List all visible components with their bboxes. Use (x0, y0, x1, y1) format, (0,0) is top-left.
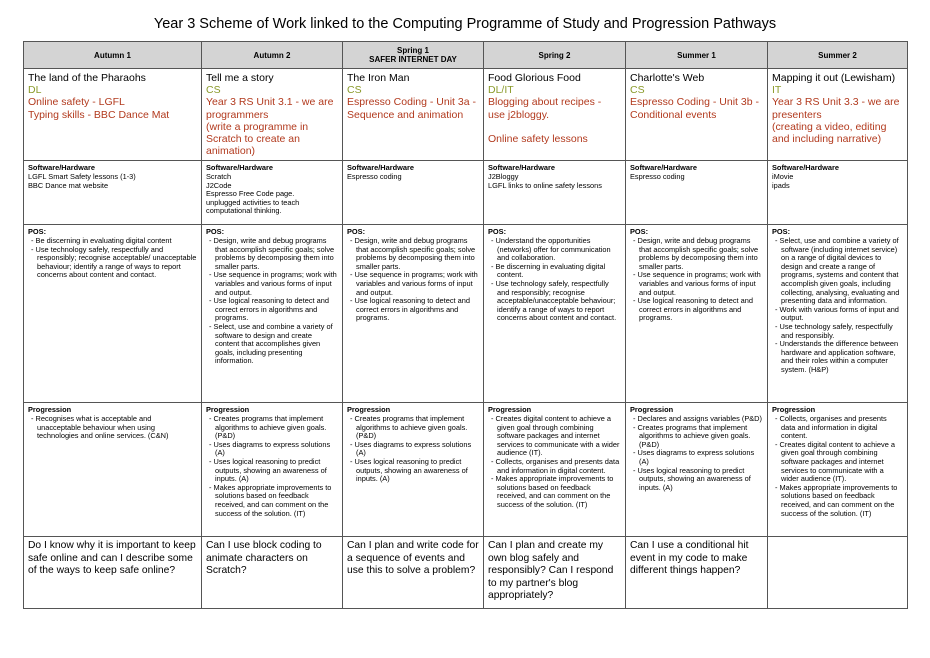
software-item: J2Code (206, 180, 232, 190)
list-item: - Creates programs that implement algorithms to achieve given goals. (P&D) (633, 422, 751, 449)
list-item: - Use sequence in programs; work with variables and various forms of input and output. (209, 270, 337, 297)
unit-cell (343, 69, 484, 161)
list-item: - Design, write and debug programs that accomplish specific goals; solve problems by decomposing them into smaller parts. (209, 236, 335, 271)
list-item-text: Use sequence in programs; work with variables and various forms of input and output. (637, 270, 761, 297)
list-item-text: Creates digital content to achieve a given goal through combining software packages and internet services to communicate with a wider audience (IT). (495, 414, 620, 458)
software-label: Software/Hardware (206, 163, 273, 173)
software-cell (484, 161, 626, 225)
progression-cell-list (347, 415, 479, 484)
software-label: Software/Hardware (772, 163, 839, 173)
unit-detail: Online safety lessons (488, 132, 588, 145)
progression-cell-label: Progression (630, 405, 674, 415)
software-item: Espresso coding (630, 172, 685, 182)
list-item: - Select, use and combine a variety of software to design and create content that accomplishes given goals, including presenting information. (209, 321, 333, 366)
unit-cell (24, 69, 202, 161)
software-item: ipads (772, 180, 790, 190)
list-item: - Select, use and combine a variety of software (including internet service) on a range of digital devices to design and create a range of programs, systems and content that accomplish given goals, including collecting, analysing, evaluating and presenting data and information. (775, 236, 900, 306)
progression-cell-label: Progression (488, 405, 532, 415)
list-item: - Uses diagrams to express solutions (A) (209, 439, 331, 458)
list-item-text: Makes appropriate improvements to solutions based on feedback received, and can comment on the success of the solution. (IT) (213, 482, 332, 518)
list-item: - Use logical reasoning to detect and correct errors in algorithms and programs. (209, 296, 329, 323)
list-item-text: Use technology safely, respectfully and responsibly. (779, 321, 893, 340)
progression-cell (768, 403, 908, 537)
progression-cell-list (630, 415, 763, 492)
pos-cell-label: POS: (347, 227, 366, 237)
unit-topic: The land of the Pharaohs (28, 72, 146, 84)
list-item-text: Creates digital content to achieve a given goal through combining software packages and internet services to communicate with a wider audience (IT). (779, 439, 895, 484)
unit-cell (484, 69, 626, 161)
list-item: - Creates digital content to achieve a given goal through combining software packages and internet services to communicate with a wider audience (IT). (491, 414, 620, 458)
term-header (768, 42, 908, 69)
list-item-text: Uses diagrams to express solutions (A) (213, 439, 331, 458)
question-cell (202, 537, 343, 609)
pos-cell-list (630, 237, 763, 323)
list-item-text: Recognises what is acceptable and unacceptable behaviour when using technologies and online services. (C&N) (35, 414, 169, 441)
question-cell (768, 537, 908, 609)
list-item: - Design, write and debug programs that accomplish specific goals; solve problems by decomposing them into smaller parts. (633, 236, 759, 271)
list-item-text: Design, write and debug programs that accomplish specific goals; solve problems by decomposing them into smaller parts. (213, 236, 335, 271)
term-name: Summer 1 (677, 50, 716, 60)
software-label: Software/Hardware (347, 163, 414, 173)
list-item-text: Makes appropriate improvements to solutions based on feedback received, and can comment on the success of the solution. (IT) (779, 482, 898, 518)
unit-detail: Online safety - LGFL (28, 96, 125, 109)
list-item: - Collects, organises and presents data and information in digital content. (491, 456, 620, 475)
software-label: Software/Hardware (488, 163, 555, 173)
pos-cell-label: POS: (28, 227, 47, 237)
question-cell (24, 537, 202, 609)
unit-row (24, 69, 908, 161)
list-item-text: Creates programs that implement algorithms to achieve given goals. (P&D) (213, 414, 327, 441)
list-item-text: Select, use and combine a variety of software to design and create content that accomplishes given goals, including presenting information. (213, 321, 333, 366)
term-header-row (24, 42, 908, 69)
term-header (484, 42, 626, 69)
list-item-text: Use technology safely, respectfully and responsibly; recognise acceptable/ unacceptable behaviour; identify a range of ways to report concerns about content and contact. (35, 244, 197, 280)
software-cell (202, 161, 343, 225)
progression-cell-label: Progression (347, 405, 391, 415)
list-item: - Use logical reasoning to detect and correct errors in algorithms and programs. (350, 296, 470, 323)
question-text: Can I plan and write code for a sequence of events and use this to solve a problem? (347, 540, 479, 577)
pos-cell (24, 225, 202, 403)
list-item: - Declares and assigns variables (P&D) (633, 414, 762, 424)
progression-cell-label: Progression (772, 405, 816, 415)
progression-cell (202, 403, 343, 537)
term-name: Summer 2 (818, 50, 857, 60)
list-item: - Use technology safely, respectfully and responsibly; recognise acceptable/ unacceptable behaviour; identify a range of ways to report concerns about content and contact. (31, 244, 197, 280)
list-item: - Understand the opportunities (networks) offer for communication and collaboration. (491, 236, 611, 263)
list-item-text: Use sequence in programs; work with variables and various forms of input and output. (354, 270, 478, 297)
pos-cell-label: POS: (630, 227, 649, 237)
term-header (626, 42, 768, 69)
list-item: - Use sequence in programs; work with variables and various forms of input and output. (350, 270, 478, 297)
list-item: - Makes appropriate improvements to solutions based on feedback received, and can comment on the success of the solution. (IT) (209, 482, 332, 518)
spacer (488, 121, 621, 133)
progression-cell-list (488, 415, 621, 510)
pos-cell (343, 225, 484, 403)
progression-cell (626, 403, 768, 537)
unit-strand: DL/IT (488, 84, 514, 97)
unit-strand: CS (206, 84, 221, 97)
question-text: Do I know why it is important to keep safe online and can I describe some of the ways to keep safe online? (28, 540, 196, 577)
software-item: J2Bloggy (488, 172, 519, 182)
pos-cell-label: POS: (488, 227, 507, 237)
software-item: iMovie (772, 172, 794, 182)
question-text: Can I plan and create my own blog safely and responsibly? Can I respond to my partner's blog appropriately? (488, 540, 614, 602)
pos-cell-list (488, 237, 621, 323)
list-item-text: Makes appropriate improvements to solutions based on feedback received, and can comment on the success of the solution. (IT) (495, 474, 614, 509)
list-item: - Creates programs that implement algorithms to achieve given goals. (P&D) (350, 414, 468, 441)
list-item: - Use technology safely, respectfully and responsibly; recognise acceptable/unacceptable behaviour; identify a range of ways to report concerns about content and contact. (491, 278, 617, 323)
pos-cell (202, 225, 343, 403)
software-cell (626, 161, 768, 225)
list-item: - Uses diagrams to express solutions (A) (633, 448, 755, 466)
list-item-text: Understand the opportunities (networks) offer for communication and collaboration. (495, 236, 611, 263)
list-item-text: Declares and assigns variables (P&D) (637, 414, 762, 424)
list-item: - Work with various forms of input and output. (775, 304, 899, 323)
pos-row (24, 225, 908, 403)
pos-cell (484, 225, 626, 403)
list-item: - Be discerning in evaluating digital content. (491, 261, 606, 280)
list-item-text: Use logical reasoning to detect and correct errors in algorithms and programs. (354, 296, 470, 323)
list-item: - Creates digital content to achieve a given goal through combining software packages and internet services to communicate with a wider audience (IT). (775, 439, 895, 484)
software-cell (768, 161, 908, 225)
unit-topic: Food Glorious Food (488, 72, 581, 84)
list-item: - Makes appropriate improvements to solutions based on feedback received, and can comment on the success of the solution. (IT) (775, 482, 898, 518)
progression-cell (24, 403, 202, 537)
term-header (343, 42, 484, 69)
list-item: - Uses diagrams to express solutions (A) (350, 439, 472, 458)
list-item-text: Creates programs that implement algorithms to achieve given goals. (P&D) (354, 414, 468, 441)
term-name: Autumn 1 (94, 50, 131, 60)
pos-cell-list (347, 237, 479, 323)
pos-cell-label: POS: (206, 227, 225, 237)
list-item: - Understands the difference between hardware and application software, and their roles within a computer system. (H&P) (775, 339, 899, 374)
unit-strand: CS (630, 84, 645, 97)
unit-topic: Tell me a story (206, 72, 274, 84)
term-header (24, 42, 202, 69)
list-item: - Creates programs that implement algorithms to achieve given goals. (P&D) (209, 414, 327, 441)
list-item-text: Use technology safely, respectfully and responsibly; recognise acceptable/unacceptable behaviour; identify a range of ways to report concerns about content and contact. (495, 278, 617, 323)
list-item-text: Uses logical reasoning to predict outputs, showing an awareness of inputs. (A) (354, 456, 468, 484)
question-row (24, 537, 908, 609)
unit-topic: The Iron Man (347, 72, 410, 84)
list-item: - Collects, organises and presents data and information in digital content. (775, 414, 887, 441)
unit-topic: Charlotte's Web (630, 72, 705, 84)
pos-cell-list (28, 237, 197, 280)
list-item-text: Work with various forms of input and output. (779, 304, 899, 323)
software-cell (343, 161, 484, 225)
list-item: - Use sequence in programs; work with variables and various forms of input and output. (633, 270, 761, 297)
list-item: - Uses logical reasoning to predict outputs, showing an awareness of inputs. (A) (350, 456, 468, 484)
list-item-text: Select, use and combine a variety of software (including internet service) on a range of digital devices to design and create a range of programs, systems and content that accomplish given goals, including collecting, analysing, evaluating and presenting data and information. (779, 236, 900, 306)
list-item-text: Be discerning in evaluating digital content. (495, 261, 606, 280)
software-row (24, 161, 908, 225)
progression-cell-list (206, 415, 338, 518)
unit-detail: Espresso Coding - Unit 3a - Sequence and animation (347, 96, 476, 121)
list-item: - Be discerning in evaluating digital content (31, 236, 172, 246)
software-item: LGFL Smart Safety lessons (1-3) (28, 172, 136, 182)
unit-detail: (creating a video, editing and including narrative) (772, 120, 887, 146)
question-text: Can I use block coding to animate characters on Scratch? (206, 540, 322, 577)
unit-strand: IT (772, 84, 782, 97)
term-name: Autumn 2 (253, 50, 291, 60)
list-item-text: Use logical reasoning to detect and correct errors in algorithms and programs. (213, 296, 329, 323)
software-label: Software/Hardware (630, 163, 697, 173)
unit-detail: Espresso Coding - Unit 3b - Conditional events (630, 96, 759, 121)
unit-cell (202, 69, 343, 161)
page-title: Year 3 Scheme of Work linked to the Computing Programme of Study and Progression Pathways (153, 16, 777, 32)
progression-cell (484, 403, 626, 537)
software-item: Espresso Free Code page. (206, 189, 295, 199)
software-label: Software/Hardware (28, 163, 95, 173)
unit-cell (768, 69, 908, 161)
unit-strand: CS (347, 84, 362, 97)
list-item: - Design, write and debug programs that accomplish specific goals; solve problems by decomposing them into smaller parts. (350, 236, 476, 271)
unit-detail: Typing skills - BBC Dance Mat (28, 108, 170, 121)
progression-cell-list (28, 415, 197, 441)
unit-detail: Year 3 RS Unit 3.3 - we are presenters (772, 96, 900, 121)
unit-detail: Blogging about recipes - use j2bloggy. (488, 96, 602, 121)
scheme-table (23, 41, 908, 609)
list-item-text: Uses diagrams to express solutions (A) (637, 448, 755, 466)
software-item: unplugged activities to teach computational thinking. (206, 197, 300, 216)
list-item-text: Uses logical reasoning to predict outputs, showing an awareness of inputs. (A) (637, 465, 751, 492)
term-subtitle: SAFER INTERNET DAY (369, 55, 457, 64)
software-item: BBC Dance mat website (28, 180, 109, 190)
term-header (202, 42, 343, 69)
progression-cell (343, 403, 484, 537)
list-item-text: Uses logical reasoning to predict outputs, showing an awareness of inputs. (A) (213, 456, 327, 484)
unit-strand: DL (28, 84, 42, 97)
unit-cell (626, 69, 768, 161)
list-item: - Recognises what is acceptable and unacceptable behaviour when using technologies and online services. (C&N) (31, 414, 169, 441)
term-name: Spring 1 (396, 46, 429, 55)
software-item: Scratch (206, 172, 232, 182)
progression-row (24, 403, 908, 537)
list-item: - Uses logical reasoning to predict outputs, showing an awareness of inputs. (A) (209, 456, 327, 484)
pos-cell-list (772, 237, 903, 375)
progression-cell-label: Progression (206, 405, 250, 415)
list-item-text: Use logical reasoning to detect and correct errors in algorithms and programs. (637, 296, 753, 323)
list-item-text: Design, write and debug programs that accomplish specific goals; solve problems by decomposing them into smaller parts. (637, 236, 759, 271)
question-cell (626, 537, 768, 609)
software-item: Espresso coding (347, 172, 402, 182)
question-text: Can I use a conditional hit event in my code to make different things happen? (630, 540, 749, 577)
unit-detail: Year 3 RS Unit 3.1 - we are programmers (206, 96, 334, 121)
list-item: - Use technology safely, respectfully and responsibly. (775, 321, 893, 340)
software-cell (24, 161, 202, 225)
unit-topic: Mapping it out (Lewisham) (772, 72, 896, 84)
list-item-text: Uses diagrams to express solutions (A) (354, 439, 472, 458)
list-item-text: Collects, organises and presents data and information in digital content. (779, 414, 887, 441)
term-name: Spring 2 (538, 50, 571, 60)
unit-detail: (write a programme in Scratch to create an animation) (206, 120, 309, 158)
list-item: - Makes appropriate improvements to solutions based on feedback received, and can comment on the success of the solution. (IT) (491, 474, 614, 509)
software-item: LGFL links to online safety lessons (488, 180, 602, 190)
list-item-text: Collects, organises and presents data and information in digital content. (495, 456, 620, 475)
list-item-text: Be discerning in evaluating digital content (35, 236, 172, 246)
progression-cell-list (772, 415, 903, 518)
pos-cell-label: POS: (772, 227, 791, 237)
question-cell (343, 537, 484, 609)
list-item: - Use logical reasoning to detect and correct errors in algorithms and programs. (633, 296, 753, 323)
list-item: - Uses logical reasoning to predict outputs, showing an awareness of inputs. (A) (633, 465, 751, 492)
question-cell (484, 537, 626, 609)
pos-cell (626, 225, 768, 403)
pos-cell-list (206, 237, 338, 366)
progression-cell-label: Progression (28, 405, 72, 415)
list-item-text: Design, write and debug programs that accomplish specific goals; solve problems by decomposing them into smaller parts. (354, 236, 476, 271)
list-item-text: Use sequence in programs; work with variables and various forms of input and output. (213, 270, 337, 297)
list-item-text: Creates programs that implement algorithms to achieve given goals. (P&D) (637, 422, 751, 449)
pos-cell (768, 225, 908, 403)
list-item-text: Understands the difference between hardware and application software, and their roles within a computer system. (H&P) (779, 339, 899, 374)
